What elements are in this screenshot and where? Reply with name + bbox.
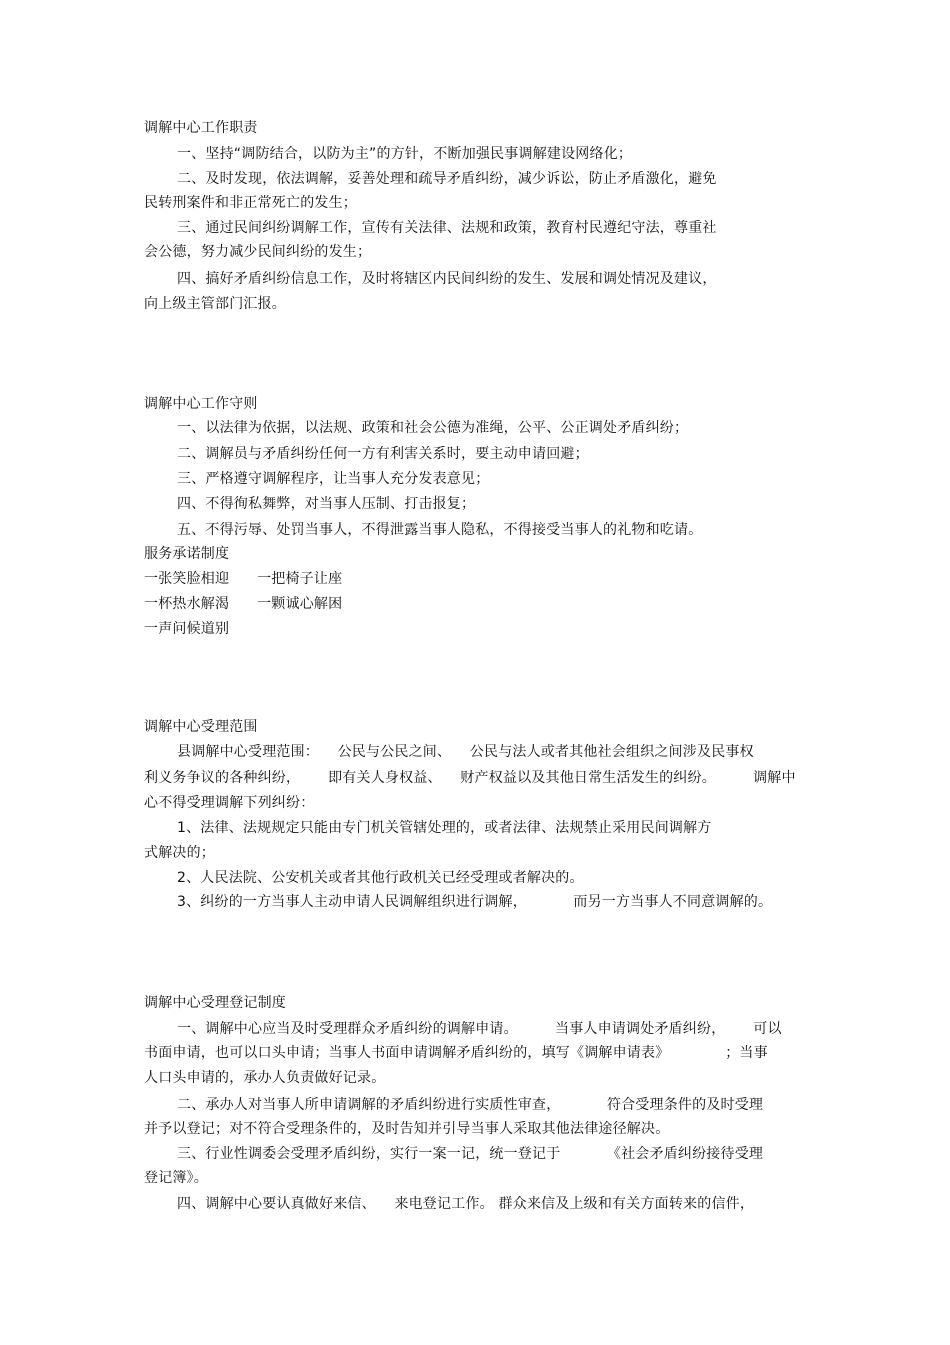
paragraph: 二、及时发现，依法调解，妥善处理和疏导矛盾纠纷，减少诉讼，防止矛盾激化，避免 — [177, 171, 717, 187]
paragraph: 3、纠纷的一方当事人主动申请人民调解组织进行调解， 而另一方当事人不同意调解的。 — [177, 894, 773, 910]
paragraph: 县调解中心受理范围： 公民与公民之间、 公民与法人或者其他社会组织之间涉及民事权 — [177, 744, 754, 760]
section-title-scope: 调解中心受理范围 — [144, 719, 258, 735]
paragraph: 三、严格遵守调解程序，让当事人充分发表意见； — [177, 471, 490, 487]
paragraph-continued: 向上级主管部门汇报。 — [144, 296, 286, 312]
paragraph-continued: 心不得受理调解下列纠纷： — [144, 795, 315, 811]
paragraph: 二、承办人对当事人所申请调解的矛盾纠纷进行实质性审查， 符合受理条件的及时受理 — [177, 1097, 764, 1113]
paragraph-continued: 并予以登记；对不符合受理条件的，及时告知并引导当事人采取其他法律途径解决。 — [144, 1121, 670, 1137]
paragraph: 四、调解中心要认真做好来信、 来电登记工作。 群众来信及上级和有关方面转来的信件， — [177, 1196, 755, 1212]
paragraph-continued: 会公德，努力减少民间纠纷的发生； — [144, 244, 372, 260]
paragraph-continued: 书面申请，也可以口头申请；当事人书面申请调解矛盾纠纷的，填写《调解申请表》 ；当事 — [144, 1045, 768, 1061]
paragraph: 一、调解中心应当及时受理群众矛盾纠纷的调解申请。 当事人申请调处矛盾纠纷， 可以 — [177, 1021, 782, 1037]
paragraph: 1、法律、法规规定只能由专门机关管辖处理的，或者法律、法规禁止采用民间调解方 — [177, 820, 712, 836]
section-title-service-commitment: 服务承诺制度 — [144, 546, 230, 562]
paragraph: 一、以法律为依据，以法规、政策和社会公德为准绳，公平、公正调处矛盾纠纷； — [177, 420, 689, 436]
paragraph-continued: 登记簿》。 — [144, 1170, 208, 1186]
section-title-registration: 调解中心受理登记制度 — [144, 995, 286, 1011]
paragraph: 2、人民法院、公安机关或者其他行政机关已经受理或者解决的。 — [177, 870, 584, 886]
section-title-duties: 调解中心工作职责 — [144, 120, 258, 136]
commitment-row: 一杯热水解渴 一颗诚心解困 — [144, 596, 343, 612]
paragraph: 五、不得污辱、处罚当事人，不得泄露当事人隐私，不得接受当事人的礼物和吃请。 — [177, 522, 703, 538]
paragraph: 四、不得徇私舞弊，对当事人压制、打击报复； — [177, 496, 476, 512]
paragraph: 一、坚持“调防结合，以防为主”的方针，不断加强民事调解建设网络化； — [177, 146, 633, 162]
paragraph-continued: 人口头申请的，承办人负责做好记录。 — [144, 1070, 386, 1086]
commitment-row: 一声问候道别 — [144, 621, 230, 637]
section-title-rules: 调解中心工作守则 — [144, 396, 258, 412]
paragraph: 三、通过民间纠纷调解工作，宣传有关法律、法规和政策，教育村民遵纪守法，尊重社 — [177, 220, 717, 236]
commitment-row: 一张笑脸相迎 一把椅子让座 — [144, 571, 343, 587]
paragraph-continued: 民转刑案件和非正常死亡的发生； — [144, 195, 357, 211]
paragraph-continued: 利义务争议的各种纠纷， 即有关人身权益、 财产权益以及其他日常生活发生的纠纷。 调解中 — [144, 770, 796, 786]
paragraph-continued: 式解决的； — [144, 845, 215, 861]
paragraph: 二、调解员与矛盾纠纷任何一方有利害关系时，要主动申请回避； — [177, 446, 589, 462]
paragraph: 四、搞好矛盾纠纷信息工作，及时将辖区内民间纠纷的发生、发展和调处情况及建议， — [177, 271, 717, 287]
paragraph: 三、行业性调委会受理矛盾纠纷，实行一案一记，统一登记于 《社会矛盾纠纷接待受理 — [177, 1146, 764, 1162]
